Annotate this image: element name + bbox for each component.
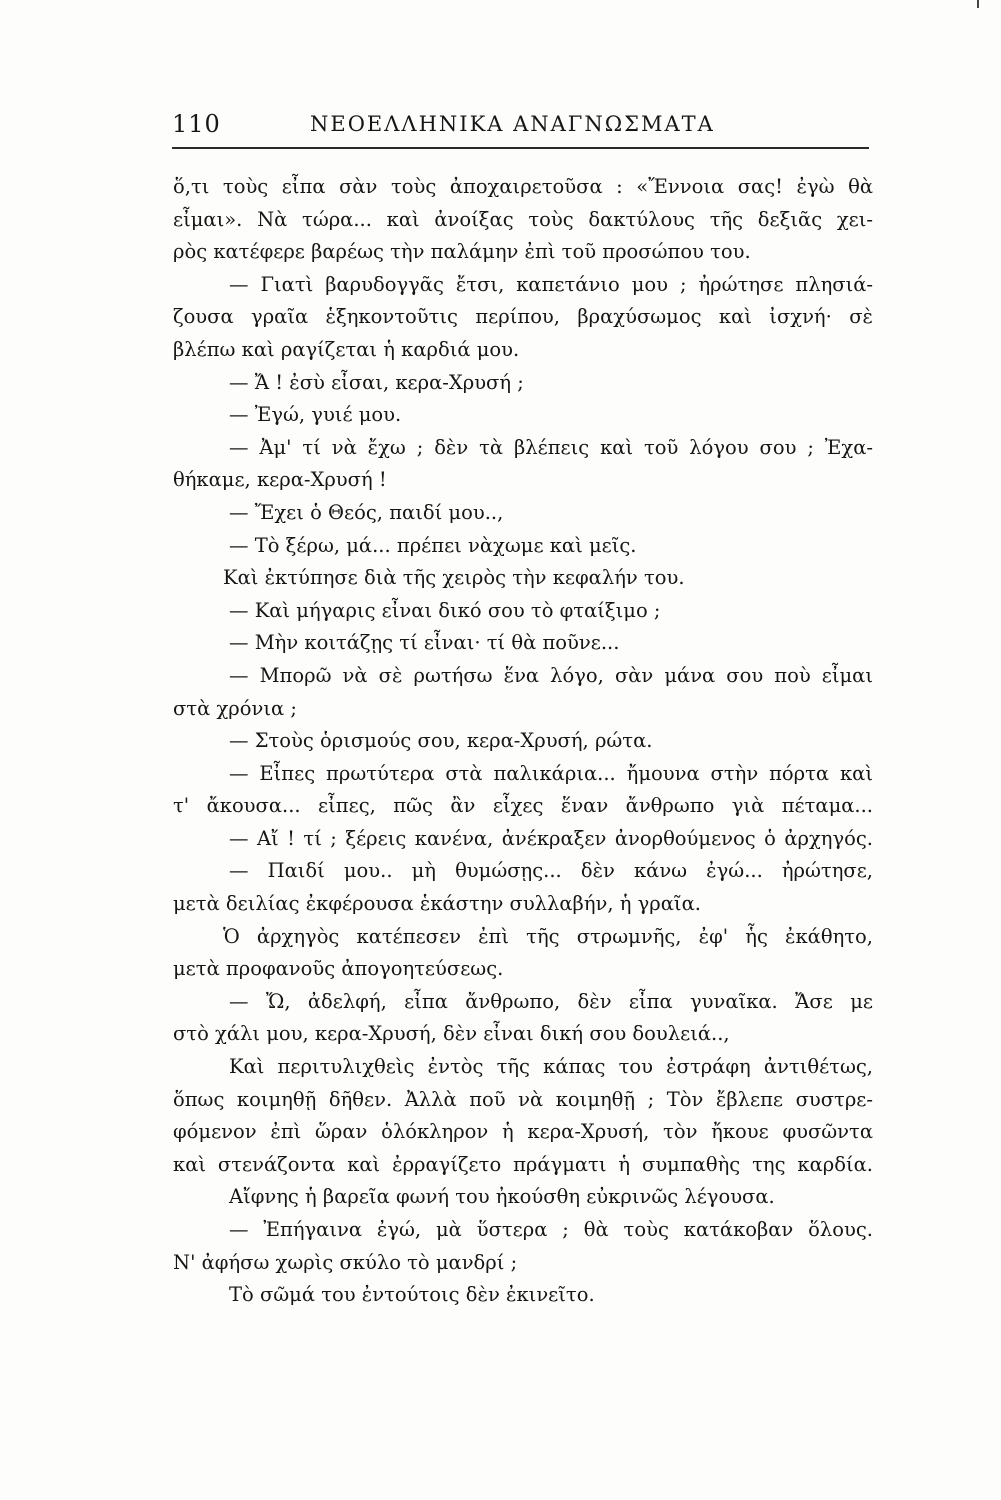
text-line: Αἴφνης ἡ βαρεῖα φωνή του ἠκούσθη εὐκρινῶς λέγουσα.: [229, 1185, 775, 1209]
text-line: ὅπως κοιμηθῇ δῆθεν. Ἀλλὰ ποῦ νὰ κοιμηθῇ ; Τὸν ἔβλεπε συστρε-: [173, 1087, 873, 1111]
text-line: Ν' ἀφήσω χωρὶς σκύλο τὸ μανδρί ;: [173, 1250, 518, 1274]
text-line: — Ἐπήγαινα ἐγώ, μὰ ὕστερα ; θὰ τοὺς κατάκοβαν ὅλους.: [229, 1218, 873, 1241]
text-line: — Ὤ, ἀδελφή, εἶπα ἄνθρωπο, δὲν εἶπα γυναῖκα. Ἄσε με: [229, 989, 873, 1013]
body-text: [173, 171, 873, 1312]
text-line: — Τὸ ξέρω, μά... πρέπει νὰχωμε καὶ μεῖς.: [229, 533, 637, 557]
text-line: — Ἀμ' τί νὰ ἔχω ; δὲν τὰ βλέπεις καὶ τοῦ λόγου σου ; Ἐχα-: [229, 435, 873, 459]
text-line: ρὸς κατέφερε βαρέως τὴν παλάμην ἐπὶ τοῦ προσώπου του.: [173, 240, 751, 264]
text-line: Τὸ σῶμά του ἐντούτοις δὲν ἐκινεῖτο.: [229, 1283, 595, 1307]
text-line: — Αἴ ! τί ; ξέρεις κανένα, ἀνέκραξεν ἀνορθούμενος ὁ ἀρχηγός.: [229, 826, 873, 850]
text-line: — Ἔχει ὁ Θεός, παιδί μου..,: [229, 500, 504, 524]
text-line: τ' ἄκουσα... εἶπες, πῶς ἂν εἶχες ἕναν ἄνθρωπο γιὰ πέταμα...: [173, 794, 873, 818]
text-line: Ὁ ἀρχηγὸς κατέπεσεν ἐπὶ τῆς στρωμνῆς, ἐφ' ἧς ἐκάθητο,: [223, 924, 873, 948]
running-title: ΝΕΟΕΛΛΗΝΙΚΑ ΑΝΑΓΝΩΣΜΑΤΑ: [310, 112, 715, 136]
text-line: στὰ χρόνια ;: [173, 696, 297, 720]
text-line: μετὰ δειλίας ἐκφέρουσα ἑκάστην συλλαβήν, ἡ γραῖα.: [173, 892, 701, 916]
text-line: Καὶ περιτυλιχθεὶς ἐντὸς τῆς κάπας του ἐστράφη ἀντιθέτως,: [229, 1055, 873, 1079]
text-line: ὅ,τι τοὺς εἶπα σὰν τοὺς ἀποχαιρετοῦσα : «Ἔννοια σας! ἐγὼ θὰ: [173, 175, 873, 198]
text-line: — Μπορῶ νὰ σὲ ρωτήσω ἕνα λόγο, σὰν μάνα σου ποὺ εἶμαι: [229, 663, 873, 687]
page-number: 110: [172, 110, 221, 138]
header-rule: [172, 147, 869, 149]
text-line: — Γιατὶ βαρυδογγᾶς ἔτσι, καπετάνιο μου ; ἠρώτησε πλησιά-: [229, 272, 873, 296]
text-line: Καὶ ἐκτύπησε διὰ τῆς χειρὸς τὴν κεφαλήν του.: [223, 566, 685, 590]
text-line: — Εἶπες πρωτύτερα στὰ παλικάρια... ἤμουνα στὴν πόρτα καὶ: [229, 761, 873, 785]
text-line: — Καὶ μήγαρις εἶναι δικό σου τὸ φταίξιμο ;: [229, 598, 661, 622]
text-line: βλέπω καὶ ραγίζεται ἡ καρδιά μου.: [173, 337, 520, 361]
text-line: μετὰ προφανοῦς ἀπογοητεύσεως.: [173, 957, 504, 981]
text-line: — Μὴν κοιτάζῃς τί εἶναι· τί θὰ ποῦνε...: [229, 631, 620, 655]
text-line: — Ἄ ! ἐσὺ εἶσαι, κερα-Χρυσή ;: [229, 370, 524, 394]
page-header: [172, 110, 867, 144]
text-line: εἶμαι». Νὰ τώρα... καὶ ἀνοίξας τοὺς δακτύλους τῆς δεξιᾶς χει-: [173, 207, 873, 231]
text-line: στὸ χάλι μου, κερα-Χρυσή, δὲν εἶναι δική σου δουλειά..,: [173, 1022, 730, 1046]
text-line: — Στοὺς ὁρισμούς σου, κερα-Χρυσή, ρώτα.: [229, 729, 653, 753]
corner-mark: [977, 0, 979, 8]
text-line: καὶ στενάζοντα καὶ ἐρραγίζετο πράγματι ἡ συμπαθὴς της καρδία.: [173, 1152, 873, 1176]
text-line: ζουσα γραῖα ἑξηκοντοῦτις περίπου, βραχύσωμος καὶ ἰσχνή· σὲ: [173, 305, 873, 329]
text-line: — Ἐγώ, γυιέ μου.: [229, 403, 402, 427]
text-line: φόμενον ἐπὶ ὥραν ὁλόκληρον ἡ κερα-Χρυσή, τὸν ἤκουε φυσῶντα: [173, 1120, 873, 1144]
text-line: — Παιδί μου.. μὴ θυμώσῃς... δὲν κάνω ἐγώ... ἠρώτησε,: [229, 859, 873, 883]
text-line: θήκαμε, κερα-Χρυσή !: [173, 468, 387, 492]
